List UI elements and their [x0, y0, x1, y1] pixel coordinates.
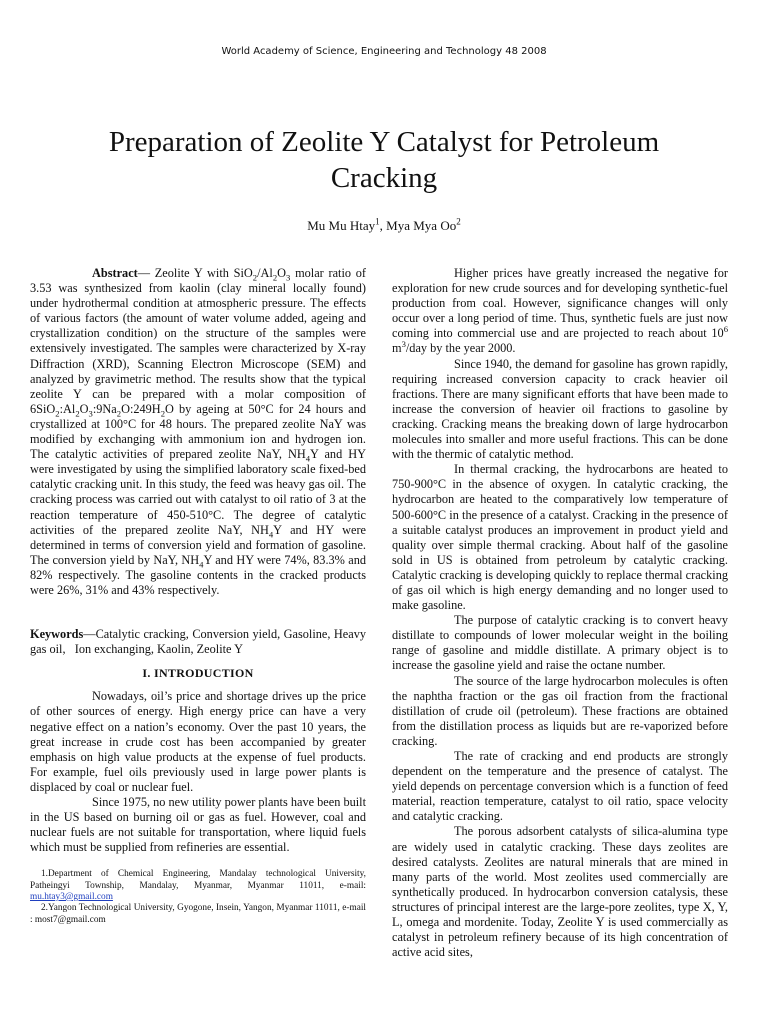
footnote-1: 1.Department of Chemical Engineering, Mandalay technological University, Patheingyi Township, Mandalay, Myanmar, Myanmar 11011, e-mail: mu.htay3@gmail.com — [30, 869, 366, 902]
keywords — [30, 627, 370, 657]
author-2-affiliation-mark: 2 — [456, 216, 461, 227]
body-paragraph: Since 1940, the demand for gasoline has grown rapidly, requiring increased conversion capacity to crack heavier oil fractions. There are many significant efforts that have been made to increase the conversion of heavier oil fractions to gasoline by cracking. Cracking means the breaking down of large hydrocarbon molecules into smaller and more useful fractions. This can be done with the thermic of catalytic method. — [392, 356, 728, 462]
body-paragraph: The porous adsorbent catalysts of silica-alumina type are widely used in catalytic cracking. These days zeolites are desired catalysts. Zeolites are natural minerals that are mined in many parts of the world. Most zeolites used commercially are synthetically produced. In hydrocarbon conversion catalysis, these structures of principal interest are the large-pore zeolites, type X, Y, L, omega and mordenite. Today, Zeolite Y is used commercially as catalyst in petroleum refinery because of its high concentration of active acid sites, — [392, 824, 728, 960]
intro-paragraph: Nowadays, oil’s price and shortage drives up the price of other sources of energy. High energy price can have a very negative effect on a nation’s economy. Over the past 10 years, the great increase in crude cost has been accompanied by greater emphasis on high value products at the expense of fuel products. For example, fuel oils previously used in large power plants is displaced by coal or nuclear fuel. — [30, 689, 366, 794]
abstract: Abstract— Zeolite Y with $SiO_2/Al_2O_3$ molar ratio of 3.53 was synthesized from kaolin (clay mineral locally found) under hydrothermal condition at atmospheric pressure. The effects of various factors (the amount of water volume added, ageing and crystallization condition) on the structure of the samples were extensively investigated. The samples were characterized by X-ray Diffraction (XRD), Scanning Electron Microscope (SEM) and analyzed by gravimetric method. The results show that the typical zeolite Y can be prepared with a molar composition of $6SiO_2:Al_2O_3:9Na_2O:249H_2O$ by ageing at 50°C for 24 hours and crystallized at 100°C for 48 hours. The prepared zeolite NaY was modified by exchanging with ammonium ion and hydrogen ion. The catalytic activities of prepared zeolite NaY, $NH_4Y$ and HY were investigated by using the simplified laboratory scale fixed-bed catalytic cracking unit. In this study, the feed was heavy gas oil. The cracking process was carried out with catalyst to oil ratio of 3 at the reaction temperature of 450-510°C. The degree of catalytic activities of the prepared zeolite NaY, $NH_4Y$ and HY were determined in terms of conversion yield and formation of gasoline. The conversion yield by NaY, $NH_4Y$ and HY were 74%, 83.3% and 82% respectively. The gasoline contents in the cracked products were 26%, 31% and 43% respectively. — [30, 266, 367, 597]
journal-header: World Academy of Science, Engineering and Technology 48 2008 — [221, 46, 547, 57]
author-2: Mya Mya Oo — [386, 218, 457, 233]
footnote-2: 2.Yangon Technological University, Gyogone, Insein, Yangon, Myanmar 11011, e-mail : most7@gmail.com — [30, 903, 366, 925]
left-column — [30, 266, 370, 926]
keywords-label: Keywords — [30, 627, 84, 642]
author-1-affiliation-mark: 1 — [375, 216, 380, 227]
author-line — [0, 218, 768, 234]
right-column — [392, 266, 728, 960]
section-heading-introduction: I. INTRODUCTION — [142, 666, 254, 681]
paper-title: Preparation of Zeolite Y Catalyst for Petroleum Cracking — [108, 126, 660, 194]
body-paragraph: The purpose of catalytic cracking is to convert heavy distillate to compounds of lower molecular weight in the boiling range of gasoline and middle distillate. A primary object is to increase the gasoline yield and raise the octane number. — [392, 613, 728, 673]
intro-paragraph: Since 1975, no new utility power plants have been built in the US based on burning oil or gas as fuel. However, coal and nuclear fuels are not suitable for transportation, where liquid fuels which must be supplied from refineries are essential. — [30, 795, 366, 855]
author-separator: , — [379, 218, 387, 233]
body-paragraph: The rate of cracking and end products are strongly dependent on the temperature and the presence of catalyst. The yield depends on percentage conversion which is a function of feed material, reaction temperature, catalyst to oil ratio, space velocity and catalytic cracking. — [392, 749, 728, 824]
body-paragraph: The source of the large hydrocarbon molecules is often the naphtha fraction or the gas oil fraction from the fractional distillation of crude oil (petroleum). These fractions are obtained from the distillation process as liquids but are re-vaporized before cracking. — [392, 673, 728, 748]
keywords-text: —Catalytic cracking, Conversion yield, Gasoline, Heavy gas oil, Ion exchanging, Kaolin, Zeolite Y — [30, 627, 370, 657]
body-paragraph: Higher prices have greatly increased the negative for exploration for new crude sources and for developing synthetic-fuel production from coal. However, significance changes will only occur over a long period of time. Thus, synthetic fuels are just now coming into commercial use and are projected to reach about $10^6$ $m^3$/day by the year 2000. — [392, 266, 728, 356]
abstract-label: Abstract — [92, 266, 138, 280]
email-link[interactable]: mu.htay3@gmail.com — [30, 891, 113, 902]
affiliation-footnotes — [30, 869, 366, 925]
author-1: Mu Mu Htay — [307, 218, 376, 233]
body-paragraph: In thermal cracking, the hydrocarbons are heated to 750-900°C in the absence of oxygen. In catalytic cracking, the hydrocarbon are heated to the comparatively low temperature of 500-600°C in the presence of a catalyst. Cracking in the presence of a suitable catalyst produces an improvement in product yield and quality over simple thermal cracking. About half of the gasoline sold in US is obtained from petroleum by catalytic cracking. Catalytic cracking is developing quickly to replace thermal cracking of gas oil which is high energy demanding and no longer used to make gasoline. — [392, 462, 728, 613]
